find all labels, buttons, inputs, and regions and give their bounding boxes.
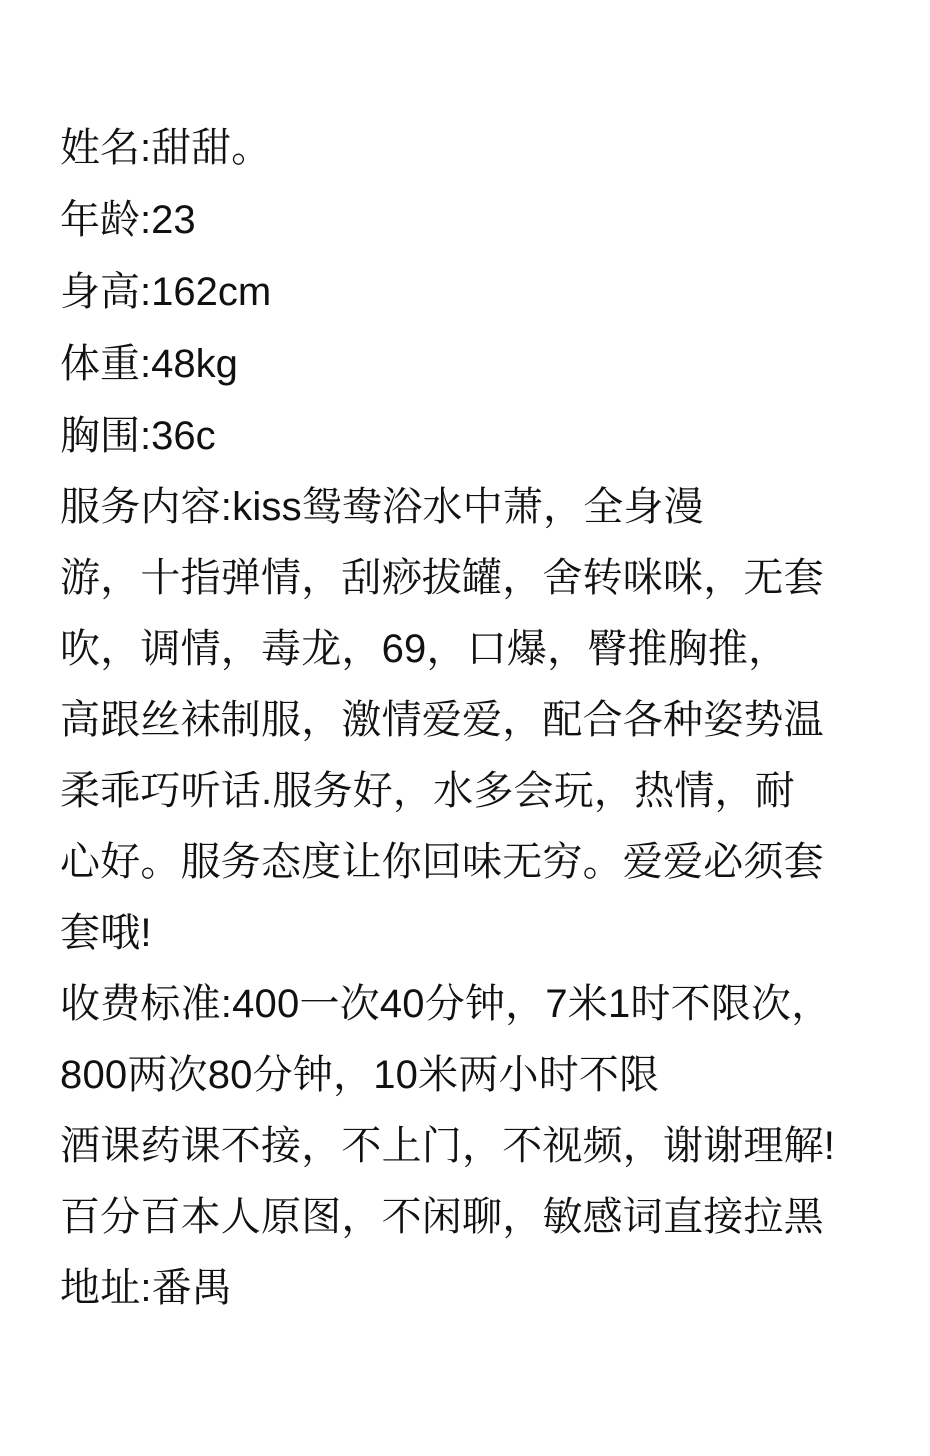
field-bust: 胸围:36c <box>60 414 216 458</box>
field-address: 地址:番禺 <box>60 1266 233 1310</box>
service-line-3: 吹，调情，毒龙，69，口爆，臀推胸推， <box>60 627 789 671</box>
price-line-1: 收费标准:400一次40分钟，7米1时不限次， <box>60 982 832 1026</box>
service-line-7: 套哦! <box>60 911 152 955</box>
note-line-1: 酒课药课不接，不上门，不视频，谢谢理解! <box>60 1124 836 1168</box>
field-age: 年龄:23 <box>60 198 196 242</box>
service-line-1: 服务内容:kiss鸳鸯浴水中萧，全身漫 <box>60 485 704 529</box>
field-weight: 体重:48kg <box>60 342 238 386</box>
price-line-2: 800两次80分钟，10米两小时不限 <box>60 1053 660 1097</box>
service-line-2: 游，十指弹情，刮痧拔罐，舍转咪咪，无套 <box>60 556 824 600</box>
service-line-4: 高跟丝袜制服，激情爱爱，配合各种姿势温 <box>60 698 824 742</box>
service-line-5: 柔乖巧听话.服务好，水多会玩，热情，耐 <box>60 769 795 813</box>
document-body <box>60 112 875 1324</box>
field-height: 身高:162cm <box>60 270 272 314</box>
service-line-6: 心好。服务态度让你回味无穷。爱爱必须套 <box>60 840 824 884</box>
field-name: 姓名:甜甜。 <box>60 126 272 170</box>
note-line-2: 百分百本人原图，不闲聊，敏感词直接拉黑 <box>60 1195 824 1239</box>
